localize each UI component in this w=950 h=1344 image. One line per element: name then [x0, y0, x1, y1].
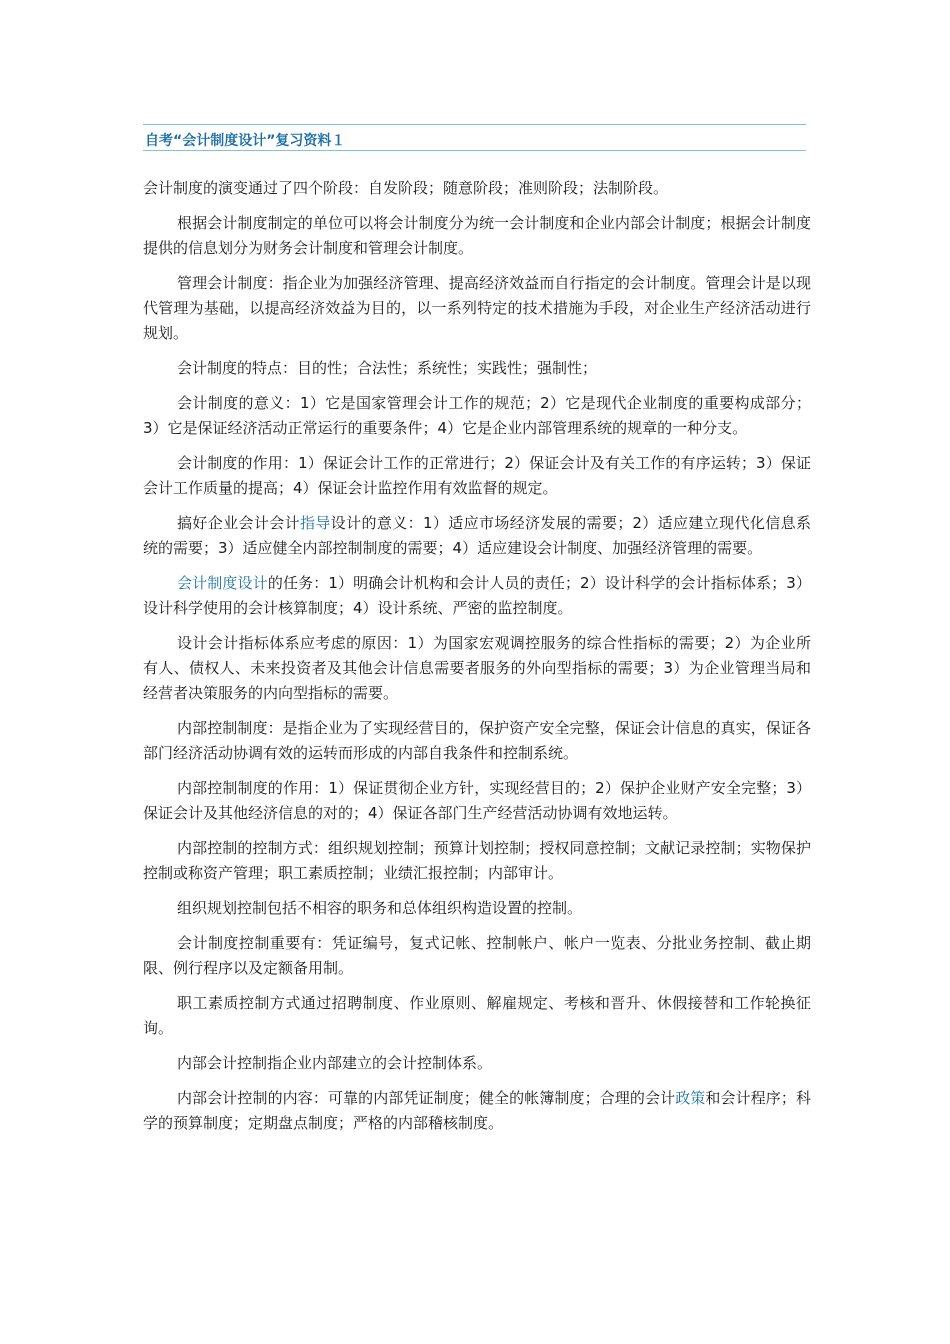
paragraph-text: 搞好企业会计会计 [177, 514, 300, 532]
paragraph [143, 211, 811, 261]
paragraph [143, 451, 811, 501]
inline-link[interactable]: 指导 [299, 514, 331, 532]
paragraph-text: 会计制度控制重要有：凭证编号，复式记帐、控制帐户、帐户一览表、分批业务控制、截止期限、例行程序以及定额备用制。 [143, 934, 811, 977]
paragraph-text: 会计制度的演变通过了四个阶段：自发阶段；随意阶段；准则阶段；法制阶段。 [143, 179, 669, 197]
paragraph [143, 776, 811, 826]
paragraph-text: 和会计程序；科学的预算制度；定期盘点制度；严格的内部稽核制度。 [143, 1089, 811, 1132]
document-body [143, 176, 811, 1146]
paragraph [143, 1051, 811, 1076]
document-title: 自考“会计制度设计”复习资料１ [145, 133, 346, 149]
paragraph [143, 391, 811, 441]
paragraph [143, 571, 811, 621]
paragraph [143, 716, 811, 766]
paragraph-text: 管理会计制度：指企业为加强经济管理、提高经济效益而自行指定的会计制度。管理会计是以现代管理为基础，以提高经济效益为目的，以一系列特定的技术措施为手段，对企业生产经济活动进行规划。 [143, 274, 811, 342]
paragraph-text: 的任务：1）明确会计机构和会计人员的责任；2）设计科学的会计指标体系；3）设计科学使用的会计核算制度；4）设计系统、严密的监控制度。 [143, 574, 811, 617]
paragraph-text: 内部控制的控制方式：组织规划控制；预算计划控制；授权同意控制；文献记录控制；实物保护控制或称资产管理；职工素质控制；业绩汇报控制；内部审计。 [143, 839, 811, 882]
paragraph [143, 271, 811, 346]
paragraph [143, 511, 811, 561]
paragraph-text: 根据会计制度制定的单位可以将会计制度分为统一会计制度和企业内部会计制度；根据会计制度提供的信息划分为财务会计制度和管理会计制度。 [143, 214, 811, 257]
paragraph-text: 内部会计控制的内容：可靠的内部凭证制度；健全的帐簿制度；合理的会计 [177, 1089, 676, 1107]
paragraph-text: 内部会计控制指企业内部建立的会计控制体系。 [177, 1054, 493, 1072]
paragraph [143, 931, 811, 981]
paragraph-text: 会计制度的作用：1）保证会计工作的正常进行；2）保证会计及有关工作的有序运转；3）保证会计工作质量的提高；4）保证会计监控作用有效监督的规定。 [143, 454, 811, 497]
paragraph [143, 1086, 811, 1136]
paragraph-text: 会计制度的特点：目的性；合法性；系统性；实践性；强制性； [177, 359, 598, 377]
paragraph [143, 356, 811, 381]
paragraph [143, 896, 811, 921]
paragraph-text: 内部控制制度的作用：1）保证贯彻企业方针，实现经营目的；2）保护企业财产安全完整；3）保证会计及其他经济信息的对的；4）保证各部门生产经营活动协调有效地运转。 [143, 779, 811, 822]
paragraph [143, 991, 811, 1041]
paragraph-text: 职工素质控制方式通过招聘制度、作业原则、解雇规定、考核和晋升、休假接替和工作轮换征询。 [143, 994, 811, 1037]
paragraph [143, 836, 811, 886]
paragraph-text: 设计的意义：1）适应市场经济发展的需要；2）适应建立现代化信息系统的需要；3）适应健全内部控制制度的需要；4）适应建设会计制度、加强经济管理的需要。 [143, 514, 811, 557]
inline-link[interactable]: 会计制度设计 [177, 574, 268, 592]
title-bar [143, 124, 806, 151]
paragraph [143, 631, 811, 706]
paragraph-text: 内部控制制度：是指企业为了实现经营目的，保护资产安全完整，保证会计信息的真实，保证各部门经济活动协调有效的运转而形成的内部自我条件和控制系统。 [143, 719, 811, 762]
paragraph-text: 组织规划控制包括不相容的职务和总体组织构造设置的控制。 [177, 899, 583, 917]
paragraph-text: 会计制度的意义：1）它是国家管理会计工作的规范；2）它是现代企业制度的重要构成部分；3）它是保证经济活动正常运行的重要条件；4）它是企业内部管理系统的规章的一种分支。 [143, 394, 811, 437]
paragraph-text: 设计会计指标体系应考虑的原因：1）为国家宏观调控服务的综合性指标的需要；2）为企业所有人、债权人、未来投资者及其他会计信息需要者服务的外向型指标的需要；3）为企业管理当局和经营者决策服务的内向型指标的需要。 [143, 634, 811, 702]
inline-link[interactable]: 政策 [675, 1089, 706, 1107]
paragraph [143, 176, 811, 201]
